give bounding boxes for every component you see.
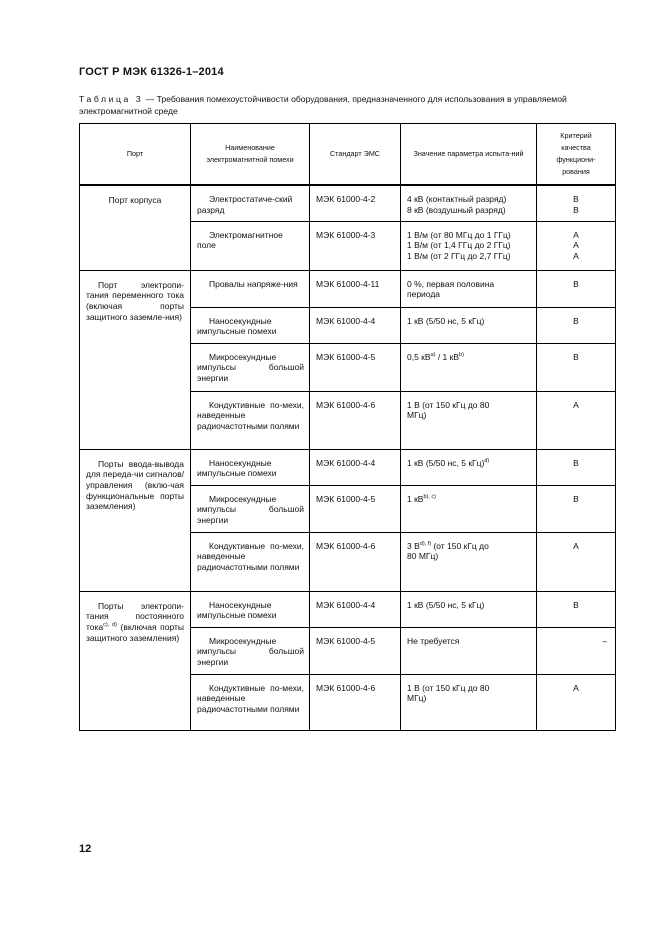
footnote-ref: d) — [484, 457, 490, 464]
value-cell — [401, 185, 537, 221]
interference-cell: Кондуктивные по-мехи, наведенные радиочастотными полями — [191, 674, 310, 730]
criterion-cell — [537, 185, 616, 221]
standard-cell: МЭК 61000-4-5 — [310, 485, 401, 532]
value-cell: Не требуется — [401, 627, 537, 674]
criterion-cell: В — [537, 485, 616, 532]
criterion-cell: А — [537, 674, 616, 730]
value-text: (от 150 кГц до 80 МГц) — [407, 540, 489, 562]
interference-cell: Микросекундные импульсы большой энергии — [191, 343, 310, 391]
value-cell: 1 кВ (5/50 нс, 5 кГц) — [401, 591, 537, 627]
value-text: 1 кВ (5/50 нс, 5 кГц) — [407, 457, 485, 468]
value-cell: 1 В (от 150 кГц до 80 МГц) — [401, 674, 537, 730]
value-cell — [401, 485, 537, 532]
table-header-row — [80, 124, 616, 186]
interference-cell: Кондуктивные по-мехи, наведенные радиочастотными полями — [191, 532, 310, 591]
value-cell — [401, 221, 537, 270]
criterion-cell: В — [537, 307, 616, 343]
table-row — [80, 185, 616, 221]
column-header-interference: Наименование электромагнитной помехи — [191, 124, 310, 186]
value-cell: 1 кВ (5/50 нс, 5 кГц) — [401, 307, 537, 343]
standard-cell: МЭК 61000-4-6 — [310, 532, 401, 591]
value-text: / 1 кВ — [435, 351, 460, 362]
value-text: 0,5 кВ — [407, 351, 431, 362]
document-header-title: ГОСТ Р МЭК 61326-1–2014 — [79, 66, 224, 78]
standard-cell: МЭК 61000-4-4 — [310, 449, 401, 485]
interference-cell: Провалы напряже-ния — [191, 270, 310, 307]
interference-cell: Наносекундные импульсные помехи — [191, 449, 310, 485]
standard-cell: МЭК 61000-4-5 — [310, 343, 401, 391]
interference-cell: Кондуктивные по-мехи, наведенные радиочастотными полями — [191, 391, 310, 449]
standard-cell: МЭК 61000-4-6 — [310, 391, 401, 449]
column-header-value: Значение параметра испыта-ний — [401, 124, 537, 186]
table-caption-label: Таблица 3 — [79, 94, 144, 104]
port-cell-enclosure: Порт корпуса — [80, 185, 191, 270]
column-header-port: Порт — [80, 124, 191, 186]
value-cell — [401, 449, 537, 485]
standard-cell: МЭК 61000-4-5 — [310, 627, 401, 674]
criterion-cell: А — [537, 391, 616, 449]
interference-cell: Наносекундные импульсные помехи — [191, 591, 310, 627]
footnote-ref: а) — [430, 351, 436, 358]
page-number: 12 — [79, 843, 92, 855]
interference-cell: Электромагнитное поле — [191, 221, 310, 270]
standard-cell: МЭК 61000-4-4 — [310, 307, 401, 343]
interference-cell: Микросекундные импульсы большой энергии — [191, 485, 310, 532]
footnote-ref: c), d) — [103, 621, 117, 628]
table-caption — [79, 93, 614, 117]
interference-cell: Наносекундные импульсные помехи — [191, 307, 310, 343]
port-cell-ac-power: Порт электропи-тания переменного тока (включая порты защитного заземле-ния) — [80, 270, 191, 449]
immunity-requirements-table — [79, 123, 616, 731]
value-line: 1 В/м (от 1,4 ГГц до 2 ГГц) — [407, 240, 511, 251]
criterion-cell: – — [537, 627, 616, 674]
value-text: 3 В — [407, 540, 420, 551]
criterion-cell: В — [537, 270, 616, 307]
criterion-cell: В — [537, 343, 616, 391]
table-caption-text: — Требования помехоустойчивости оборудования, предназначенного для использования в управляемой электромагнитной среде — [79, 94, 567, 116]
value-line: 1 В/м (от 2 ГГц до 2,7 ГГц) — [407, 250, 511, 261]
value-cell: 1 В (от 150 кГц до 80 МГц) — [401, 391, 537, 449]
criterion-value: А — [573, 229, 579, 240]
interference-cell: Электростатиче-ский разряд — [191, 185, 310, 221]
column-header-standard: Стандарт ЭМС — [310, 124, 401, 186]
column-header-criterion: Критерий качества функциони-рования — [537, 124, 616, 186]
criterion-value: В — [573, 194, 579, 204]
criterion-value: А — [573, 250, 579, 261]
port-cell-signal-io: Порты ввода-вывода для переда-чи сигналов/ управления (вклю-чая функциональные порты заземления) — [80, 449, 191, 591]
table-row — [80, 270, 616, 307]
footnote-ref: b), c) — [423, 493, 437, 500]
standard-cell: МЭК 61000-4-3 — [310, 221, 401, 270]
standard-cell: МЭК 61000-4-2 — [310, 185, 401, 221]
table-row — [80, 449, 616, 485]
standard-cell: МЭК 61000-4-11 — [310, 270, 401, 307]
criterion-value: В — [573, 204, 579, 215]
footnote-ref: d), f) — [419, 540, 432, 547]
value-line: 4 кВ (контактный разряд) — [407, 194, 507, 204]
port-text: (включая порты защитного заземления) — [86, 621, 185, 643]
value-line: 1 В/м (от 80 МГц до 1 ГГц) — [407, 229, 511, 240]
criterion-cell: А — [537, 532, 616, 591]
port-text: Порты электропи-тания постоянного тока — [86, 600, 184, 632]
interference-cell: Микросекундные импульсы большой энергии — [191, 627, 310, 674]
standard-cell: МЭК 61000-4-6 — [310, 674, 401, 730]
port-cell-dc-power — [80, 591, 191, 730]
criterion-value: А — [573, 240, 579, 251]
value-cell — [401, 532, 537, 591]
criterion-cell — [537, 221, 616, 270]
value-text: 1 кВ — [407, 493, 424, 504]
value-cell: 0 %, первая половина периода — [401, 270, 537, 307]
value-line: 8 кВ (воздушный разряд) — [407, 204, 506, 215]
criterion-cell: В — [537, 449, 616, 485]
table-row — [80, 591, 616, 627]
footnote-ref: b) — [459, 351, 464, 358]
criterion-cell: В — [537, 591, 616, 627]
standard-cell: МЭК 61000-4-4 — [310, 591, 401, 627]
value-cell — [401, 343, 537, 391]
